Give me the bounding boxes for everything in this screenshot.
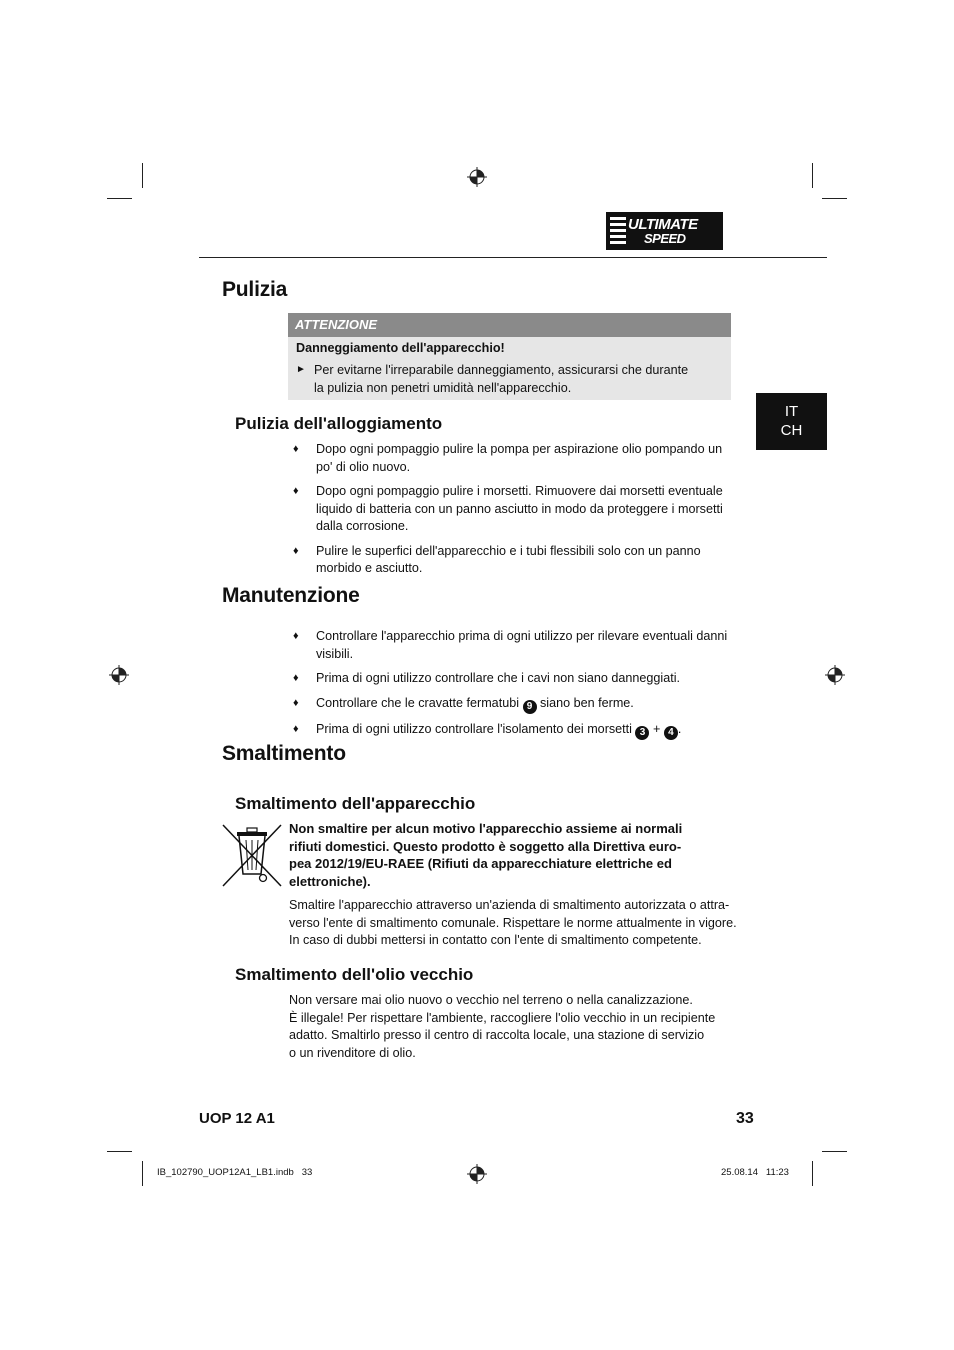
oil-disposal-text: Non versare mai olio nuovo o vecchio nel terreno o nella canalizzazione. È illegale! Per rispettare l'ambiente, raccogliere l'olio vecchio in un recipiente adatto. Smaltirlo presso il centro di raccolta locale, una stazione di servizio o un rivenditore di olio.: [289, 993, 716, 1060]
lang-it: IT: [784, 403, 799, 420]
list-item: ♦ Controllare che le cravatte fermatubi 9 siano ben ferme.: [293, 695, 634, 712]
warning-text-line2: la pulizia non penetri umidità nell'apparecchio.: [314, 381, 572, 395]
registration-mark-icon: [825, 665, 845, 685]
diamond-bullet-icon: ♦: [293, 485, 299, 497]
language-tab: [756, 393, 827, 450]
section-title-smaltimento: Smaltimento: [222, 742, 346, 765]
list-alloggiamento: [293, 441, 733, 578]
diamond-bullet-icon: ♦: [293, 696, 299, 709]
arrow-icon: ►: [296, 364, 306, 375]
lang-ch: CH: [780, 422, 803, 439]
crop-mark: [142, 163, 143, 188]
print-date-info: 25.08.14 11:23: [721, 1167, 789, 1178]
list-manutenzione: [293, 628, 733, 740]
diamond-bullet-icon: ♦: [293, 672, 299, 684]
list-item: ♦ Prima di ogni utilizzo controllare che i cavi non siano danneggiati.: [293, 670, 733, 688]
crop-mark: [107, 1151, 132, 1152]
list-item: ♦ Dopo ogni pompaggio pulire la pompa per aspirazione olio pompando un po' di olio nuovo.: [293, 442, 723, 474]
warning-text-line1: Per evitarne l'irreparabile danneggiamento, assicurarsi che durante: [314, 363, 689, 377]
header-rule: [199, 257, 827, 258]
brand-logo: [606, 212, 723, 250]
disposal-instructions-text: Smaltire l'apparecchio attraverso un'azienda di smaltimento autorizzata o attra- verso l'ente di smaltimento comunale. Rispettare le norme attualmente in vigore. In caso di dubbi mettersi in contatto con l'ente di smaltimento competente.: [289, 898, 737, 947]
section-title-manutenzione: Manutenzione: [222, 584, 360, 607]
logo-text-speed: SPEED: [644, 231, 686, 246]
crossed-bin-icon: [221, 822, 283, 888]
disposal-warning-text: Non smaltire per alcun motivo l'apparecchio assieme ai normali rifiuti domestici. Questo prodotto è soggetto alla Direttiva euro- pea 2012/19/EU-RAEE (Rifiuti da apparecchiature elettriche ed elettroniche).: [289, 821, 683, 889]
crop-mark: [107, 198, 132, 199]
crop-mark: [142, 1161, 143, 1186]
list-item: ♦ Dopo ogni pompaggio pulire i morsetti. Rimuovere dai morsetti eventuale liquido di batteria con un panno asciutto in modo da proteggere i morsetti dalla corrosione.: [293, 484, 723, 533]
list-item: ♦ Controllare l'apparecchio prima di ogni utilizzo per rilevare eventuali danni visibili.: [293, 629, 728, 661]
list-item: ♦ Prima di ogni utilizzo controllare l'isolamento dei morsetti 3 + 4 .: [293, 721, 682, 738]
page-number: 33: [736, 1110, 754, 1127]
part-number-badge: 4: [664, 726, 678, 740]
logo-stripes: [610, 217, 626, 245]
crop-mark: [812, 163, 813, 188]
registration-mark-icon: [109, 665, 129, 685]
diamond-bullet-icon: ♦: [293, 443, 299, 455]
list-item: ♦ Pulire le superfici dell'apparecchio e i tubi flessibili solo con un panno morbido e asciutto.: [293, 543, 701, 575]
registration-mark-icon: [467, 167, 487, 187]
diamond-bullet-icon: ♦: [293, 630, 299, 642]
warning-header: [288, 313, 731, 337]
crop-mark: [822, 198, 847, 199]
crop-mark: [812, 1161, 813, 1186]
crop-mark: [822, 1151, 847, 1152]
subsection-title-olio: Smaltimento dell'olio vecchio: [235, 965, 474, 984]
logo-text-ultimate: ULTIMATE: [628, 216, 698, 233]
part-number-badge: 9: [523, 700, 537, 714]
warning-heading: Danneggiamento dell'apparecchio!: [296, 341, 505, 355]
section-title-pulizia: Pulizia: [222, 278, 288, 301]
warning-body: [288, 337, 731, 400]
registration-mark-icon: [467, 1164, 487, 1184]
subsection-title-apparecchio: Smaltimento dell'apparecchio: [235, 794, 476, 813]
diamond-bullet-icon: ♦: [293, 544, 299, 557]
print-file-info: IB_102790_UOP12A1_LB1.indb 33: [157, 1167, 313, 1178]
footer-model: UOP 12 A1: [199, 1110, 275, 1127]
diamond-bullet-icon: ♦: [293, 722, 299, 735]
warning-label: ATTENZIONE: [295, 317, 378, 332]
part-number-badge: 3: [635, 726, 649, 740]
subsection-title-alloggiamento: Pulizia dell'alloggiamento: [235, 414, 443, 433]
